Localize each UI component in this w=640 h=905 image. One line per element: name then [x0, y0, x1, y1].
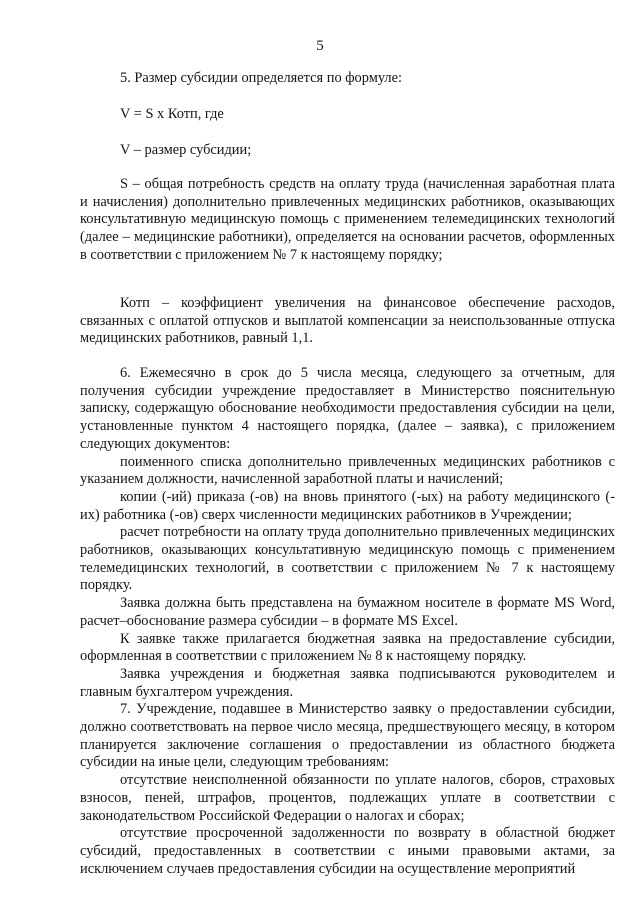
- kotp-definition-block: [80, 295, 615, 348]
- item-payroll-calculation: расчет потребности на оплату труда дополнительно привлеченных медицинских работников, оказывающих консультативную медицинскую помощь с применением телемедицинских технологий, в соответствии с приложением № 7 к настоящему порядку.: [80, 524, 615, 594]
- application-format: Заявка должна быть представлена на бумажном носителе в формате MS Word, расчет–обоснование размера субсидии – в формате MS Excel.: [80, 595, 615, 629]
- signatures-requirement: Заявка учреждения и бюджетная заявка подписываются руководителем и главным бухгалтером учреждения.: [80, 665, 615, 700]
- requirement-debt: отсутствие просроченной задолженности по возврату в областной бюджет субсидий, предоставленных в соответствии с иными правовыми актами, за исключением случаев предоставления субсидии на осуществление мероприятий: [80, 825, 615, 877]
- paragraph-6: 6. Ежемесячно в срок до 5 числа месяца, следующего за отчетным, для получения субсидии учреждение предоставляет в Министерство пояснительную записку, содержащую обоснование необходимости предоставления субсидии на цели, установленные пунктом 4 настоящего порядка, (далее – заявка), с приложением следующих документов:: [80, 365, 615, 452]
- requirement-taxes: отсутствие неисполненной обязанности по уплате налогов, сборов, страховых взносов, пеней, штрафов, процентов, подлежащих уплате в соответствии с законодательством Российской Федерации о налогах и сборах;: [80, 772, 615, 824]
- main-text-block: [80, 365, 615, 878]
- item-list-of-staff: поименного списка дополнительно привлеченных медицинских работников с указанием должности, начисленной заработной платы и начислений;: [80, 453, 615, 488]
- kotp-definition: Котп – коэффициент увеличения на финансовое обеспечение расходов, связанных с оплатой отпусков и выплатой компенсации за неиспользованные отпуска медицинских работников, равный 1,1.: [80, 295, 615, 347]
- budget-application: К заявке также прилагается бюджетная заявка на предоставление субсидии, оформленная в соответствии с приложением № 8 к настоящему порядку.: [80, 630, 615, 665]
- paragraph-7: 7. Учреждение, подавшее в Министерство заявку о предоставлении субсидии, должно соответствовать на первое число месяца, предшествующего месяцу, в котором планируется заключение соглашения о предоставлении из областного бюджета субсидии на иные цели, следующим требованиям:: [80, 701, 615, 771]
- v-definition: V – размер субсидии;: [120, 142, 252, 158]
- s-definition-block: [80, 176, 615, 265]
- s-definition: S – общая потребность средств на оплату труда (начисленная заработная плата и начисления) дополнительно привлеченных медицинских работников, оказывающих консультативную медицинскую помощь с применением телемедицинских технологий (далее – медицинские работники), определяется на основании расчетов, оформленных в соответствии с приложением № 7 к настоящему порядку;: [80, 176, 615, 263]
- page-number: 5: [316, 38, 324, 54]
- paragraph-5-intro: 5. Размер субсидии определяется по формуле:: [120, 70, 402, 86]
- formula: V = S x Котп, где: [120, 106, 224, 122]
- item-orders-copies: копии (-ий) приказа (-ов) на вновь принятого (-ых) на работу медицинского (-их) работника (-ов) сверх численности медицинских работников в Учреждении;: [80, 488, 615, 523]
